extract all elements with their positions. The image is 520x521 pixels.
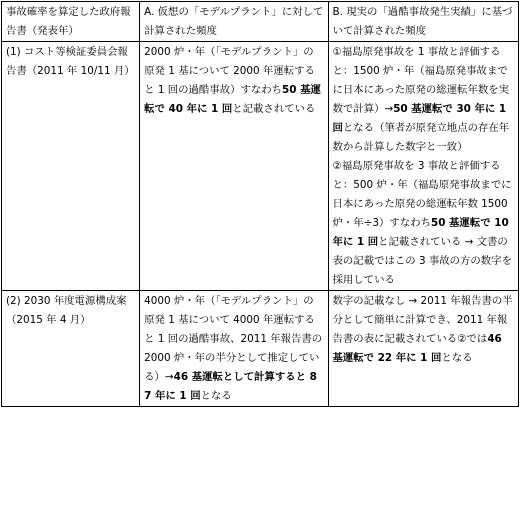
row2-a-highlight: 46 基運転として計算すると 87 年に 1 回 [144, 371, 317, 402]
row1-b1-text: ①福島原発事故を 1 事故と評価すると：1500 炉・年（福島原発事故までに日本にあった原発の総運転年数を実数で計算）→ [332, 46, 510, 115]
row1-b2-text-end: と記載されている → 文書の表の記載ではこの 3 事故の方の数字を採用している [332, 236, 512, 286]
table-header-row [2, 2, 519, 42]
table-row [2, 291, 519, 407]
row1-model-plant-cell [140, 42, 328, 291]
row1-a-text: 2000 炉・年（「モデルプラント」の原発 1 基について 2000 年運転すると 1 回の過酷事故）すなわち [144, 46, 315, 96]
row2-b-text: 数字の記載なし → 2011 年報告書の半分として簡単に計算でき、2011 年報告書の表に記載されている②では [332, 295, 513, 345]
row1-a-highlight: 50 基運転で 40 年に 1 回 [144, 84, 321, 115]
row2-report: (2) 2030 年度電源構成案（2015 年 4 月） [2, 291, 140, 407]
header-actual-record: B. 現実の「過酷事故発生実績」に基づいて計算された頻度 [328, 2, 518, 42]
row1-b1-text-end: となる（筆者が原発立地点の存在年数から計算した数字と一致） [332, 122, 510, 153]
row2-actual-record-cell [328, 291, 518, 407]
row1-b-case1 [333, 43, 514, 157]
row1-b2-highlight: 50 基運転で 10 年に 1 回 [332, 217, 509, 248]
table-row [2, 42, 519, 291]
row1-b2-text: ②福島原発事故を 3 事故と評価すると：500 炉・年（福島原発事故までに日本にあった原発の総運転年数 1500 炉・年÷3）すなわち [332, 160, 512, 229]
row2-b-highlight: 46 基運転で 22 年に 1 回 [332, 333, 502, 364]
header-model-plant: A. 仮想の「モデルプラント」に対して計算された頻度 [140, 2, 328, 42]
row2-a-text: 4000 炉・年（「モデルプラント」の原発 1 基について 4000 年運転すると 1 回の過酷事故、2011 年報告書の 2000 炉・年の半分として推定している）→ [144, 295, 323, 383]
accident-probability-table [1, 1, 519, 407]
row2-b-text-end: となる [441, 352, 473, 364]
header-report: 事故確率を算定した政府報告書（発表年） [2, 2, 140, 42]
row1-b-case2 [333, 157, 514, 290]
row1-a-text-end: と記載されている [232, 103, 316, 115]
row1-b1-highlight: 50 基運転で 30 年に 1 回 [332, 103, 507, 134]
row2-model-plant-cell [140, 291, 328, 407]
row1-actual-record-cell [328, 42, 518, 291]
row2-a-text-end: となる [200, 390, 232, 402]
row1-report: (1) コスト等検証委員会報告書（2011 年 10/11 月） [2, 42, 140, 291]
